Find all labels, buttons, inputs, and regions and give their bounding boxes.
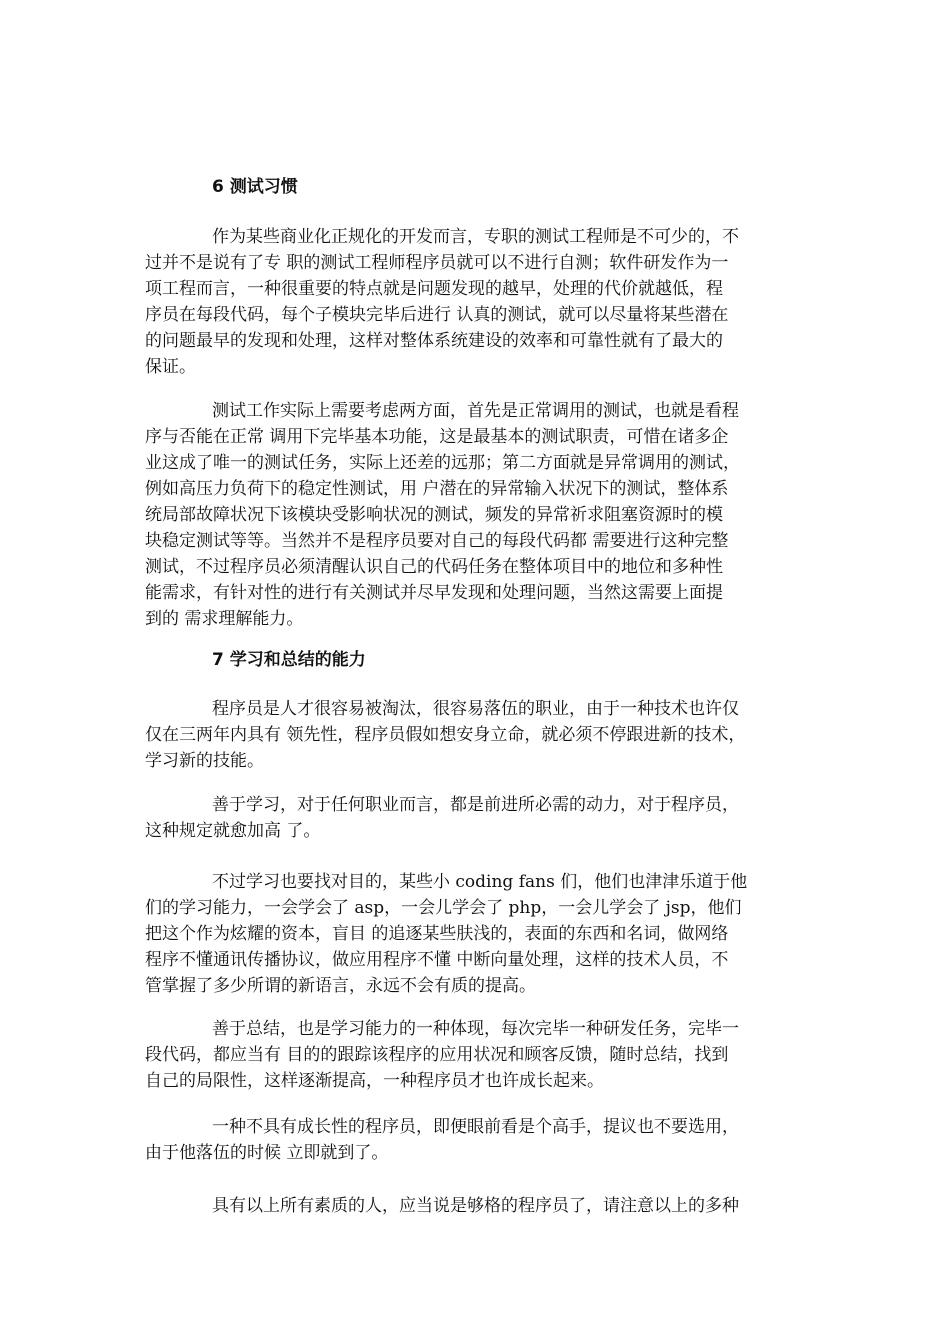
section-heading: 7 学习和总结的能力 <box>212 650 366 670</box>
text-line: 善于总结，也是学习能力的一种体现，每次完毕一种研发任务，完毕一 <box>212 1019 739 1039</box>
section-heading: 6 测试习惯 <box>212 177 298 197</box>
paragraph <box>145 696 825 774</box>
paragraph <box>145 1193 825 1219</box>
paragraph <box>145 869 825 999</box>
text-line: 管掌握了多少所谓的新语言，永远不会有质的提高。 <box>145 976 536 996</box>
text-line: 序员在每段代码，每个子模块完毕后进行 认真的测试，就可以尽量将某些潜在 <box>145 305 729 325</box>
text-line: 项工程而言，一种很重要的特点就是问题发现的越早，处理的代价就越低，程 <box>145 279 723 299</box>
text-line: 的问题最早的发现和处理，这样对整体系统建设的效率和可靠性就有了最大的 <box>145 331 723 351</box>
text-line: 保证。 <box>145 357 196 377</box>
text-line: 业这成了唯一的测试任务，实际上还差的远那；第二方面就是异常调用的测试， <box>145 453 740 473</box>
text-line: 仅在三两年内具有 领先性，程序员假如想安身立命，就必须不停跟进新的技术， <box>145 725 746 745</box>
paragraph <box>145 1016 825 1094</box>
text-line: 这种规定就愈加高 了。 <box>145 821 321 841</box>
text-line: 具有以上所有素质的人，应当说是够格的程序员了，请注意以上的多种 <box>212 1196 739 1216</box>
text-line: 学习新的技能。 <box>145 751 264 771</box>
paragraph <box>145 792 825 844</box>
paragraph <box>145 398 825 632</box>
text-line: 程序不懂通讯传播协议，做应用程序不懂 中断向量处理，这样的技术人员，不 <box>145 950 729 970</box>
text-line: 能需求，有针对性的进行有关测试并尽早发现和处理问题，当然这需要上面提 <box>145 583 723 603</box>
text-line: 不过学习也要找对目的，某些小 coding fans 们，他们也津津乐道于他 <box>212 872 748 892</box>
text-line: 们的学习能力，一会学会了 asp，一会儿学会了 php，一会儿学会了 jsp，他们 <box>145 898 742 918</box>
text-line: 程序员是人才很容易被淘汰，很容易落伍的职业，由于一种技术也许仅 <box>212 699 739 719</box>
text-line: 例如高压力负荷下的稳定性测试，用 户潜在的异常输入状况下的测试，整体系 <box>145 479 729 499</box>
text-line: 测试工作实际上需要考虑两方面，首先是正常调用的测试，也就是看程 <box>212 401 739 421</box>
text-line: 统局部故障状况下该模块受影响状况的测试，频发的异常祈求阻塞资源时的模 <box>145 505 723 525</box>
text-line: 到的 需求理解能力。 <box>145 609 304 629</box>
text-line: 过并不是说有了专 职的测试工程师程序员就可以不进行自测；软件研发作为一 <box>145 253 729 273</box>
text-line: 把这个作为炫耀的资本，盲目 的追逐某些肤浅的，表面的东西和名词，做网络 <box>145 924 729 944</box>
text-line: 一种不具有成长性的程序员，即便眼前看是个高手，提议也不要选用， <box>212 1117 739 1137</box>
text-line: 段代码，都应当有 目的的跟踪该程序的应用状况和顾客反馈，随时总结，找到 <box>145 1045 729 1065</box>
text-line: 作为某些商业化正规化的开发而言，专职的测试工程师是不可少的，不 <box>212 227 739 247</box>
text-line: 序与否能在正常 调用下完毕基本功能，这是最基本的测试职责，可惜在诸多企 <box>145 427 729 447</box>
text-line: 善于学习，对于任何职业而言，都是前进所必需的动力，对于程序员， <box>212 795 739 815</box>
text-line: 由于他落伍的时候 立即就到了。 <box>145 1143 389 1163</box>
paragraph <box>145 1114 825 1166</box>
text-line: 测试，不过程序员必须清醒认识自己的代码任务在整体项目中的地位和多种性 <box>145 557 723 577</box>
paragraph <box>145 224 825 380</box>
text-line: 块稳定测试等等。当然并不是程序员要对自己的每段代码都 需要进行这种完整 <box>145 531 729 551</box>
text-line: 自己的局限性，这样逐渐提高，一种程序员才也许成长起来。 <box>145 1071 604 1091</box>
